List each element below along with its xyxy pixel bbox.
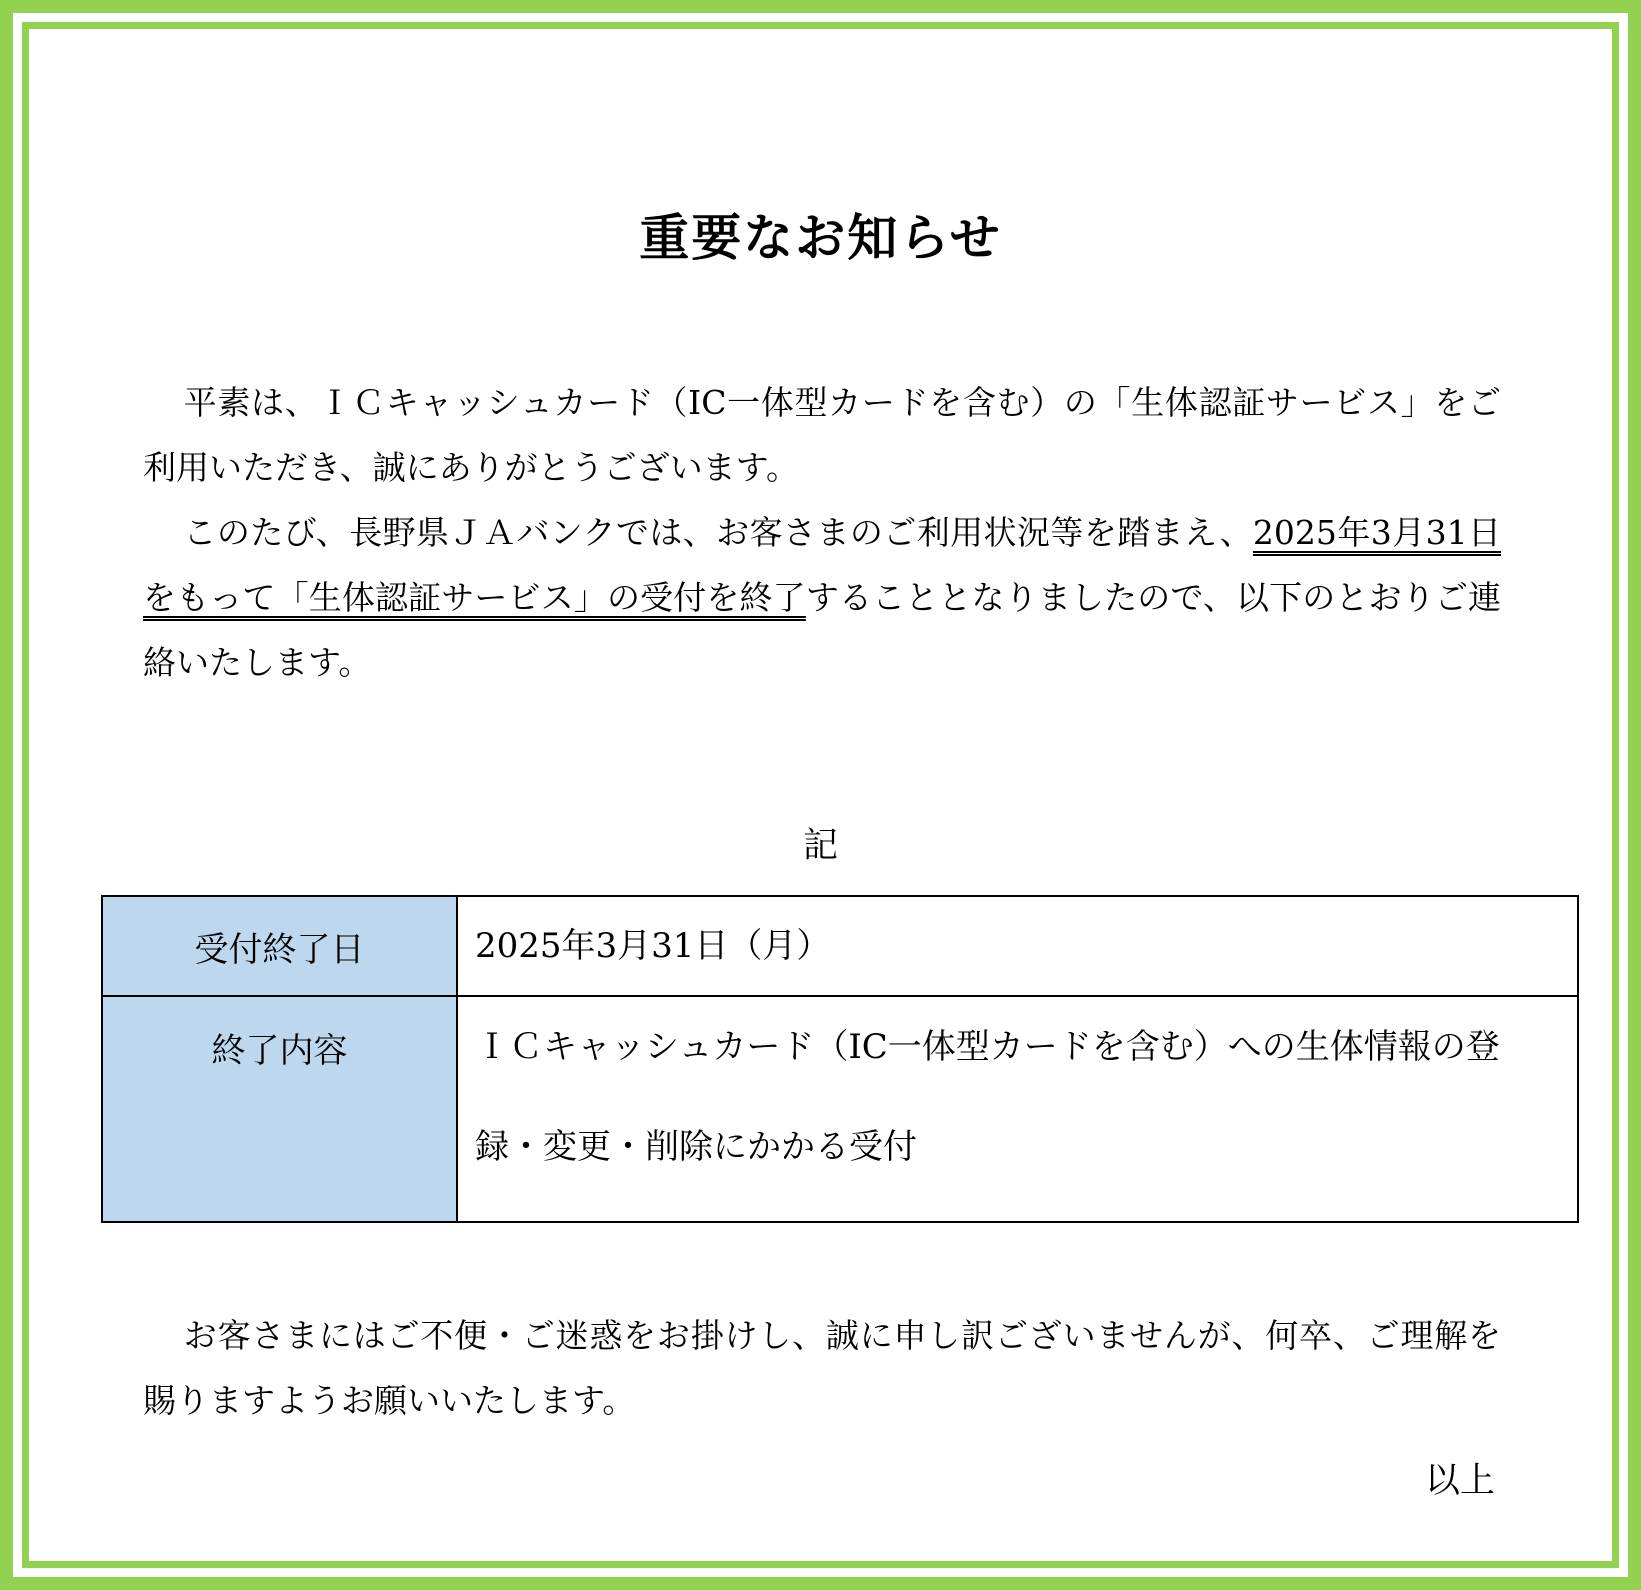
announcement-text-post: することとなりましたので、以下のとおりご連絡いたします。 (143, 578, 1501, 682)
announcement-emphasis: 2025年3月31日をもって「生体認証サービス」の受付を終了 (143, 513, 1501, 617)
end-date-value: 2025年3月31日（月） (457, 896, 1578, 996)
notice-title: 重要なお知らせ (639, 208, 1002, 267)
apology-paragraph (143, 1303, 1501, 1433)
ki-heading: 記 (802, 826, 838, 866)
table-row (102, 896, 1578, 996)
end-content-label: 終了内容 (102, 996, 457, 1222)
apology-text: お客さまにはご不便・ご迷惑をお掛けし、誠に申し訳ございませんが、何卒、ご理解を賜りますようお願いいたします。 (143, 1316, 1501, 1420)
intro-paragraph (143, 370, 1501, 500)
announcement-paragraph (143, 500, 1501, 695)
closing-text: 以上 (1424, 1461, 1495, 1501)
end-content-value: ＩＣキャッシュカード（IC一体型カードを含む）への生体情報の登録・変更・削除にかかる受付 (457, 996, 1578, 1222)
intro-text: 平素は、ＩＣキャッシュカード（IC一体型カードを含む）の「生体認証サービス」をご利用いただき、誠にありがとうございます。 (143, 383, 1501, 487)
announcement-text-pre: このたび、長野県ＪＡバンクでは、お客さまのご利用状況等を踏まえ、 (183, 513, 1253, 552)
details-table (101, 895, 1579, 1223)
table-row (102, 996, 1578, 1222)
end-date-label: 受付終了日 (102, 896, 457, 996)
